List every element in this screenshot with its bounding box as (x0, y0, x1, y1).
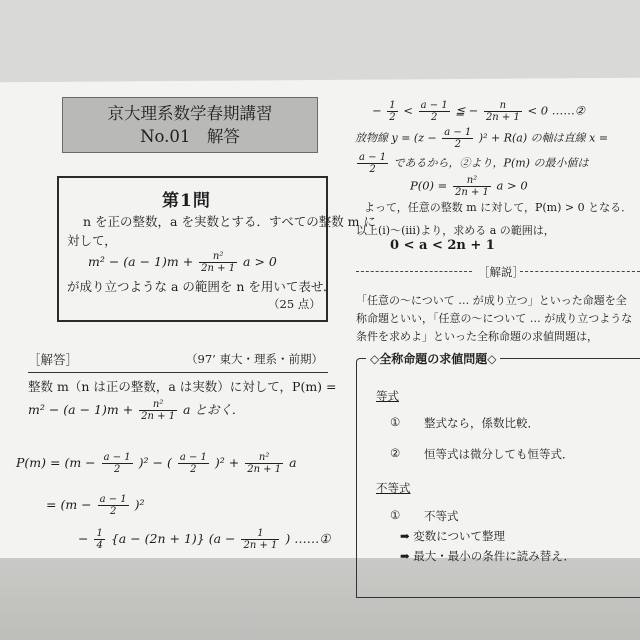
a2-frac-num: n² (139, 399, 177, 411)
right-line-2 (355, 127, 608, 150)
right-line-3 (355, 152, 588, 175)
inequality-heading: 不等式 (376, 481, 411, 495)
ineq-left: m² − (a − 1)m + (88, 254, 194, 269)
equation-line-3 (78, 528, 330, 551)
r3-frac (357, 152, 388, 175)
title-line-1: 京大理系数学春期講習 (107, 104, 273, 123)
eq1-frac-3 (245, 452, 283, 475)
problem-text-1: n を正の整数，a を実数とする．すべての整数 m に (83, 214, 377, 229)
kaisetsu-rule-left (356, 271, 472, 272)
r4-frac-den: 2n + 1 (454, 187, 489, 198)
r1-mid2: ≦ − (455, 103, 479, 118)
right-line-4 (410, 175, 528, 198)
problem-heading: 第1問 (162, 191, 211, 211)
right-line-1 (372, 100, 585, 123)
r1-mid: < (403, 103, 413, 118)
eq1-frac2-num: a − 1 (179, 452, 207, 463)
eq1-frac-2 (178, 452, 209, 475)
eq1-frac3-num: n² (245, 452, 283, 464)
equation-line-2 (46, 494, 145, 517)
r2-end: )² + R(a) の軸は直線 x = (478, 131, 609, 145)
sub-item-2: ➡ 最大・最小の条件に読み替え． (400, 549, 575, 563)
r1-f3-num: n (484, 100, 522, 112)
title-block (62, 97, 318, 153)
r1-end: < 0 ……② (527, 103, 586, 118)
item-3-number: ① (390, 508, 401, 522)
a2-frac-den: 2n + 1 (141, 411, 176, 422)
eq2-end: )² (134, 497, 145, 512)
r1-f3-den: 2n + 1 (485, 112, 520, 123)
r3-frac-num: a − 1 (359, 152, 387, 163)
eq1-frac-1 (102, 452, 133, 475)
eq3-end: ) ……① (285, 531, 331, 546)
r4-frac-num: n² (453, 175, 491, 187)
equality-heading: 等式 (376, 389, 399, 403)
item-1-number: ① (390, 415, 401, 429)
kaisetsu-label: ［解説］ (478, 265, 524, 279)
eq3-frac1-num: 1 (96, 528, 103, 539)
eq2-frac-den: 2 (109, 506, 117, 517)
eq1-frac3-den: 2n + 1 (247, 464, 282, 475)
r1-f1-num: 1 (389, 100, 396, 111)
eq1-frac2-den: 2 (190, 464, 197, 475)
r1-f1-den: 2 (389, 112, 396, 123)
r2-text: 放物線 y = (z − (355, 131, 437, 145)
problem-inequality (88, 251, 277, 274)
eq1-end: a (289, 455, 297, 470)
eq1-mid: )² − ( (138, 455, 172, 470)
ineq-frac-den: 2n + 1 (201, 263, 236, 274)
eq2-left: = (m − (46, 497, 92, 512)
item-3-text: 不等式 (424, 509, 459, 523)
eq1-mid2: )² + (214, 455, 240, 470)
problem-text-2: 対して， (67, 233, 117, 248)
kaisetsu-para-2: 称命題といい，「任意の〜について … が成り立つような (356, 312, 633, 325)
eq1-left: P(m) = (m − (16, 455, 96, 470)
kaisetsu-para-1: 「任意の〜について … が成り立つ」といった命題を全 (356, 294, 627, 307)
r1-frac-1 (387, 100, 397, 123)
answer-line-1: 整数 m（n は正の整数，a は実数）に対して，P(m) = (28, 379, 337, 394)
problem-text-3: が成り立つような a の範囲を n を用いて表せ． (67, 279, 336, 294)
r4-frac (453, 175, 491, 198)
r4-end: a > 0 (496, 178, 528, 193)
problem-points: （25 点） (268, 297, 321, 311)
item-2-text: 恒等式は微分しても恒等式． (424, 447, 574, 461)
r1-frac-3 (484, 100, 522, 123)
r1-f2-num: a − 1 (420, 100, 448, 111)
kaisetsu-rule-right (520, 271, 640, 272)
r4-left: P(0) = (410, 178, 448, 193)
eq3-frac1-den: 4 (96, 540, 103, 551)
a2-left: m² − (a − 1)m + (28, 402, 134, 417)
r2-frac (442, 127, 473, 150)
answer-label: ［解答］ (28, 352, 79, 367)
r2-frac-den: 2 (454, 139, 461, 150)
equation-line-1 (16, 452, 297, 475)
answer-source: （97’ 東大・理系・前期） (186, 352, 323, 366)
eq2-frac-num: a − 1 (99, 494, 127, 505)
eq3-left: − (78, 531, 89, 546)
answer-divider (28, 372, 328, 373)
r3-frac-den: 2 (369, 164, 376, 175)
item-1-text: 整式なら，係数比較． (424, 416, 539, 430)
eq2-frac (98, 494, 129, 517)
ineq-right: a > 0 (243, 254, 277, 269)
ineq-frac-num: n² (199, 251, 237, 263)
eq3-frac-2 (241, 528, 279, 551)
r1-f2-den: 2 (430, 112, 438, 123)
kaisetsu-para-3: 条件を求めよ」といった全称命題の求値問題は， (356, 330, 598, 343)
sub-item-1: ➡ 変数について整理 (400, 529, 506, 543)
final-answer: 0 < a < 2n + 1 (390, 238, 495, 253)
ineq-fraction (199, 251, 237, 274)
r1-left: − (372, 103, 382, 118)
a2-right: a とおく． (183, 402, 245, 417)
eq3-mid: {a − (2n + 1)} (a − (110, 531, 236, 546)
item-2-number: ② (390, 446, 401, 460)
r1-frac-2 (419, 100, 450, 123)
right-line-6: 以上(i)〜(iii)より，求める a の範囲は， (356, 224, 555, 237)
a2-fraction (139, 399, 177, 422)
eq3-frac-1 (94, 528, 104, 551)
eq3-frac2-num: 1 (241, 528, 279, 540)
right-line-5: よって，任意の整数 m に対して，P(m) > 0 となる． (364, 201, 633, 214)
r3-end: であるから，②より，P(m) の最小値は (393, 156, 589, 170)
eq1-frac1-num: a − 1 (103, 452, 131, 463)
title-line-2: No.01 解答 (140, 127, 240, 146)
eq3-frac2-den: 2n + 1 (243, 540, 278, 551)
eq1-frac1-den: 2 (113, 464, 121, 475)
answer-line-2 (28, 399, 244, 422)
r2-frac-num: a − 1 (444, 127, 472, 138)
method-box-title: ◇全称命題の求値問題◇ (366, 350, 500, 367)
